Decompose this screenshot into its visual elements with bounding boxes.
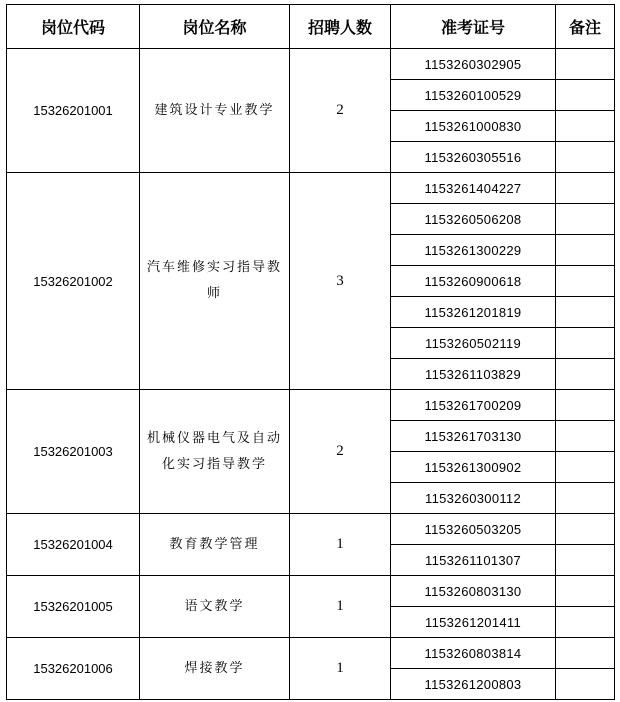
- ticket-number-cell: 1153261300229: [391, 235, 556, 266]
- position-name-cell: 语文教学: [140, 576, 290, 638]
- header-position-name: 岗位名称: [140, 5, 290, 49]
- hiring-count-cell: 3: [290, 173, 391, 390]
- header-hiring-count: 招聘人数: [290, 5, 391, 49]
- position-code-cell: 15326201002: [7, 173, 140, 390]
- ticket-number-cell: 1153261201819: [391, 297, 556, 328]
- remarks-cell: [556, 173, 615, 204]
- recruitment-table: [6, 4, 615, 700]
- hiring-count-cell: 1: [290, 576, 391, 638]
- table-row: [7, 576, 615, 607]
- ticket-number-cell: 1153261700209: [391, 390, 556, 421]
- remarks-cell: [556, 638, 615, 669]
- ticket-number-cell: 1153260502119: [391, 328, 556, 359]
- table-row: [7, 49, 615, 80]
- position-name-cell: 焊接教学: [140, 638, 290, 700]
- hiring-count-cell: 1: [290, 514, 391, 576]
- table-header: [7, 5, 615, 49]
- ticket-number-cell: 1153260803814: [391, 638, 556, 669]
- position-name-cell: 机械仪器电气及自动化实习指导教学: [140, 390, 290, 514]
- ticket-number-cell: 1153260100529: [391, 80, 556, 111]
- table-row: [7, 638, 615, 669]
- remarks-cell: [556, 235, 615, 266]
- ticket-number-cell: 1153261200803: [391, 669, 556, 700]
- remarks-cell: [556, 390, 615, 421]
- header-remarks: 备注: [556, 5, 615, 49]
- position-code-cell: 15326201005: [7, 576, 140, 638]
- remarks-cell: [556, 483, 615, 514]
- ticket-number-cell: 1153261703130: [391, 421, 556, 452]
- header-position-code: 岗位代码: [7, 5, 140, 49]
- remarks-cell: [556, 514, 615, 545]
- ticket-number-cell: 1153260803130: [391, 576, 556, 607]
- remarks-cell: [556, 204, 615, 235]
- ticket-number-cell: 1153261101307: [391, 545, 556, 576]
- remarks-cell: [556, 421, 615, 452]
- remarks-cell: [556, 607, 615, 638]
- hiring-count-cell: 1: [290, 638, 391, 700]
- remarks-cell: [556, 49, 615, 80]
- ticket-number-cell: 1153261300902: [391, 452, 556, 483]
- remarks-cell: [556, 266, 615, 297]
- ticket-number-cell: 1153261103829: [391, 359, 556, 390]
- ticket-number-cell: 1153260305516: [391, 142, 556, 173]
- hiring-count-cell: 2: [290, 49, 391, 173]
- ticket-number-cell: 1153261404227: [391, 173, 556, 204]
- ticket-number-cell: 1153261000830: [391, 111, 556, 142]
- ticket-number-cell: 1153260300112: [391, 483, 556, 514]
- hiring-count-cell: 2: [290, 390, 391, 514]
- remarks-cell: [556, 111, 615, 142]
- position-name-cell: 教育教学管理: [140, 514, 290, 576]
- ticket-number-cell: 1153260302905: [391, 49, 556, 80]
- remarks-cell: [556, 297, 615, 328]
- ticket-number-cell: 1153260506208: [391, 204, 556, 235]
- table-body: [7, 49, 615, 700]
- ticket-number-cell: 1153260503205: [391, 514, 556, 545]
- remarks-cell: [556, 328, 615, 359]
- position-code-cell: 15326201003: [7, 390, 140, 514]
- position-code-cell: 15326201001: [7, 49, 140, 173]
- position-code-cell: 15326201004: [7, 514, 140, 576]
- remarks-cell: [556, 576, 615, 607]
- ticket-number-cell: 1153261201411: [391, 607, 556, 638]
- position-name-cell: 汽车维修实习指导教师: [140, 173, 290, 390]
- remarks-cell: [556, 80, 615, 111]
- remarks-cell: [556, 359, 615, 390]
- table-row: [7, 390, 615, 421]
- header-ticket-number: 准考证号: [391, 5, 556, 49]
- table-row: [7, 173, 615, 204]
- remarks-cell: [556, 142, 615, 173]
- header-row: [7, 5, 615, 49]
- ticket-number-cell: 1153260900618: [391, 266, 556, 297]
- position-name-cell: 建筑设计专业教学: [140, 49, 290, 173]
- table-row: [7, 514, 615, 545]
- remarks-cell: [556, 452, 615, 483]
- position-code-cell: 15326201006: [7, 638, 140, 700]
- remarks-cell: [556, 669, 615, 700]
- remarks-cell: [556, 545, 615, 576]
